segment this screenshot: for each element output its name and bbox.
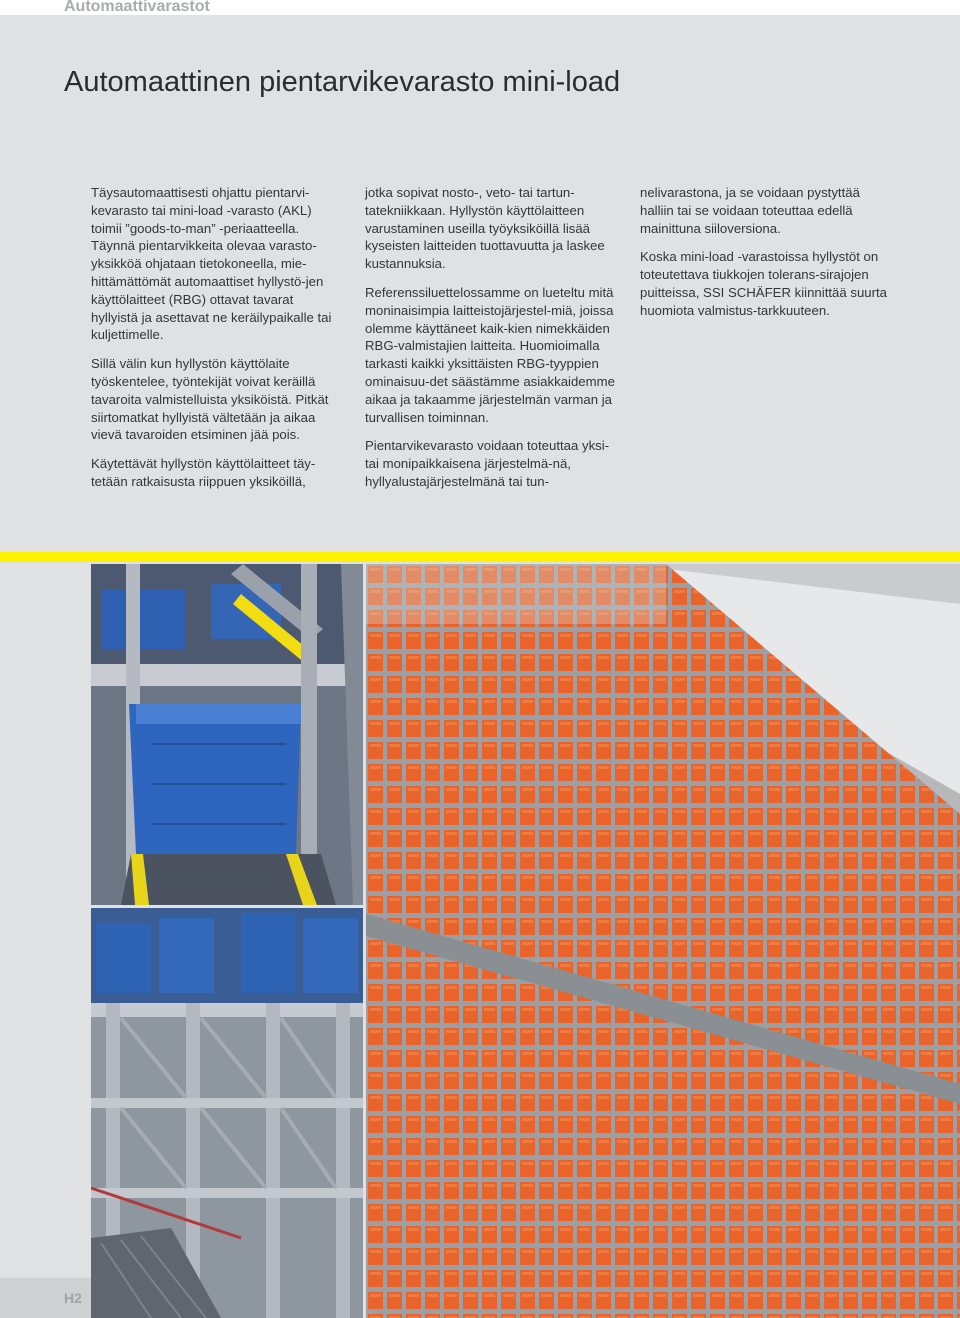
- paragraph: Pientarvikevarasto voidaan toteuttaa yksi- tai monipaikkaisena järjestelmä-nä, hyllyalustajärjestelmänä tai tun-: [365, 438, 610, 489]
- paragraph: Sillä välin kun hyllystön käyttölaite työskentelee, työntekijät voivat keräillä tavaroita valmistelluista yksiköistä. Pitkät siirtomatkat hyllyistä vältetään ja aikaa vievä tavaroiden etsiminen jää pois.: [91, 356, 329, 443]
- yellow-divider-band: [0, 552, 960, 562]
- text-column-3: [640, 184, 892, 331]
- paragraph: Käytettävät hyllystön käyttölaitteet täy-tetään ratkaisusta riippuen yksiköillä,: [91, 456, 316, 489]
- page-title: Automaattinen pientarvikevarasto mini-load: [64, 66, 621, 98]
- text-column-1: [91, 184, 343, 502]
- paragraph: Täysautomaattisesti ohjattu pientarvi-kevarasto tai mini-load -varasto (AKL) toimii ”goods-to-man” -periaatteella. Täynnä pientarvikkeita olevaa varasto-yksikköä ohjataan tietokoneella, mie-hittämättömät automaattiset hyllystö-jen käyttölaitteet (RBG) ottavat tavarat hyllyistä ja asettavat ne keräilypaikalle tai kuljettimelle.: [91, 185, 332, 343]
- paragraph: Koska mini-load -varastoissa hyllystöt on toteutettava tiukkojen tolerans-sirajojen puitteissa, SSI SCHÄFER kiinnittää suurta huomiota valmistus-tarkkuuteen.: [640, 249, 888, 318]
- section-label: Automaattivarastot: [64, 0, 210, 15]
- photo-miniload-warehouse: [366, 564, 960, 1318]
- paragraph: jotka sopivat nosto-, veto- tai tartun-tatekniikkaan. Hyllystön käyttölaitteen varustaminen useilla työyksiköillä lisää kyseisten laitteiden tuottavuutta ja laskee kustannuksia.: [365, 185, 605, 272]
- paragraph: nelivarastona, ja se voidaan pystyttää halliin tai se voidaan toteuttaa edellä mainittuna siiloversiona.: [640, 185, 860, 236]
- header-strip: [0, 0, 960, 15]
- photo-rack-structure: [91, 908, 363, 1318]
- text-column-2: [365, 184, 617, 502]
- photo-conveyor-blue-bin: [91, 564, 363, 905]
- page-number: H2: [64, 1290, 82, 1306]
- paragraph: Referenssiluettelossamme on lueteltu mitä moninaisimpia laitteistojärjestel-miä, joissa olemme käyttäneet kaik-kien nimekkäiden RBG-valmistajien laitteita. Huomioimalla tarkasti kaikki yksittäisten RBG-tyyppien ominaisuu-det säästämme asiakkaidemme aikaa ja takaamme järjestelmän varman ja turvallisen toiminnan.: [365, 284, 615, 425]
